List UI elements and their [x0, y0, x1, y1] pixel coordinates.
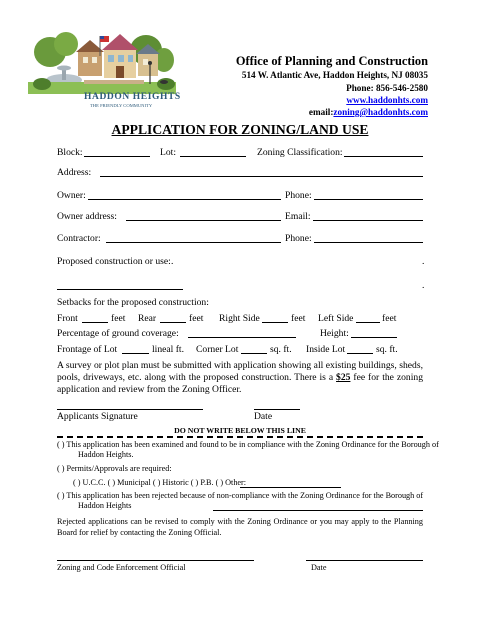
- revise-instructions: Rejected applications can be revised to comply with the Zoning Ordinance or you may apply to the Planning Board for relief by contacting the Zoning Official.: [57, 517, 423, 537]
- corner-lot-sqft-unit: sq. ft.: [270, 344, 292, 355]
- contractor-phone-field[interactable]: [314, 242, 423, 243]
- zoning-label: Zoning Classification:: [257, 147, 343, 158]
- ground-coverage-label: Percentage of ground coverage:: [57, 328, 179, 339]
- applicant-signature-line[interactable]: [57, 409, 203, 410]
- survey-text-end: fee for the zoning application and review from the Zoning Officer.: [57, 372, 423, 395]
- rejected-checkbox-text: ( ) This application has been rejected because of non-compliance with the Zoning Ordinance for the Borough of Haddon Heights: [57, 491, 424, 510]
- applicant-signature-label: Applicants Signature: [57, 411, 138, 422]
- email-field[interactable]: [313, 220, 423, 221]
- lineal-ft-unit: lineal ft.: [152, 344, 184, 355]
- owner-field[interactable]: [88, 199, 281, 200]
- setbacks-label: Setbacks for the proposed construction:: [57, 297, 209, 308]
- right-side-feet-unit: feet: [291, 313, 306, 324]
- form-title: APPLICATION FOR ZONING/LAND USE: [111, 122, 369, 137]
- fee-amount: $25: [336, 372, 351, 383]
- official-signature-line[interactable]: [57, 560, 254, 561]
- frontage-field[interactable]: [122, 353, 149, 354]
- approved-checkbox-text: ( ) This application has been examined and found to be in compliance with the Zoning Ordinance for the Borough of Haddon Heights.: [57, 440, 439, 459]
- permits-required-text: ( ) Permits/Approvals are required:: [57, 464, 172, 473]
- corner-lot-label: Corner Lot: [196, 344, 239, 355]
- right-side-setback-field[interactable]: [262, 322, 288, 323]
- office-use-divider-label: DO NOT WRITE BELOW THIS LINE: [174, 426, 306, 435]
- frontage-label: Frontage of Lot: [57, 344, 118, 355]
- right-side-label: Right Side: [219, 313, 260, 324]
- block-label: Block:: [57, 147, 83, 158]
- front-label: Front: [57, 313, 78, 324]
- office-name: Office of Planning and Construction: [235, 54, 428, 68]
- address-field[interactable]: [100, 176, 423, 177]
- rear-feet-unit: feet: [189, 313, 204, 324]
- email-prefix: email:: [308, 107, 334, 117]
- website-link-text[interactable]: www.haddonhts.com: [346, 95, 428, 105]
- office-address: 514 W. Atlantic Ave, Haddon Heights, NJ 08035: [241, 70, 428, 80]
- contractor-label: Contractor:: [57, 233, 101, 244]
- office-use-dashed-divider: [57, 436, 423, 438]
- proposed-use-field-line-2[interactable]: [57, 289, 183, 290]
- survey-text-start: A survey or plot plan must be submitted with application showing all existing buildings, sheds, pools, driveways, etc. along with the proposed construction. There is a: [57, 360, 423, 383]
- height-label: Height:: [320, 328, 349, 339]
- permit-other-field[interactable]: [240, 487, 341, 488]
- official-date-line[interactable]: [306, 560, 423, 561]
- official-date-label: Date: [311, 563, 327, 572]
- zoning-classification-field[interactable]: [344, 156, 423, 157]
- rear-label: Rear: [138, 313, 157, 324]
- email-label: Email:: [285, 211, 311, 222]
- corner-lot-field[interactable]: [241, 353, 267, 354]
- proposed-use-dot-3: .: [422, 280, 425, 291]
- haddon-heights-logo: [28, 30, 181, 112]
- front-feet-unit: feet: [111, 313, 126, 324]
- survey-instructions: [57, 360, 423, 396]
- owner-label: Owner:: [57, 190, 86, 201]
- rear-setback-field[interactable]: [160, 322, 186, 323]
- inside-lot-label: Inside Lot: [306, 344, 346, 355]
- owner-phone-field[interactable]: [314, 199, 423, 200]
- block-field[interactable]: [84, 156, 150, 157]
- left-side-feet-unit: feet: [382, 313, 397, 324]
- inside-lot-field[interactable]: [347, 353, 373, 354]
- contractor-field[interactable]: [106, 242, 281, 243]
- proposed-use-label: Proposed construction or use:: [57, 256, 171, 267]
- contractor-phone-label: Phone:: [285, 233, 312, 244]
- office-phone: Phone: 856-546-2580: [346, 83, 428, 93]
- proposed-use-dot-2: .: [422, 256, 425, 267]
- applicant-date-line[interactable]: [254, 409, 300, 410]
- owner-address-label: Owner address:: [57, 211, 117, 222]
- town-illustration: [28, 30, 176, 94]
- office-email-line: [309, 107, 428, 117]
- applicant-date-label: Date: [254, 411, 273, 422]
- height-field[interactable]: [351, 337, 397, 338]
- proposed-use-dot-1: .: [171, 256, 174, 267]
- rejected-reason-field[interactable]: [213, 510, 423, 511]
- left-side-setback-field[interactable]: [356, 322, 380, 323]
- logo-name: HADDON HEIGHTS: [84, 92, 181, 102]
- ground-coverage-field[interactable]: [188, 337, 296, 338]
- office-website-link[interactable]: [346, 95, 428, 105]
- logo-tagline: THE FRIENDLY COMMUNITY: [90, 103, 153, 108]
- left-side-label: Left Side: [318, 313, 354, 324]
- lot-field[interactable]: [180, 156, 246, 157]
- address-label: Address:: [57, 167, 92, 178]
- email-link[interactable]: zoning@haddonhts.com: [333, 107, 428, 117]
- lot-label: Lot:: [160, 147, 176, 158]
- official-signature-label: Zoning and Code Enforcement Official: [57, 563, 186, 572]
- owner-address-field[interactable]: [126, 220, 281, 221]
- phone-label: Phone:: [285, 190, 312, 201]
- front-setback-field[interactable]: [82, 322, 108, 323]
- inside-lot-sqft-unit: sq. ft.: [376, 344, 398, 355]
- permit-types-checkboxes: ( ) U.C.C. ( ) Municipal ( ) Historic ( ) P.B. ( ) Other:: [73, 478, 247, 487]
